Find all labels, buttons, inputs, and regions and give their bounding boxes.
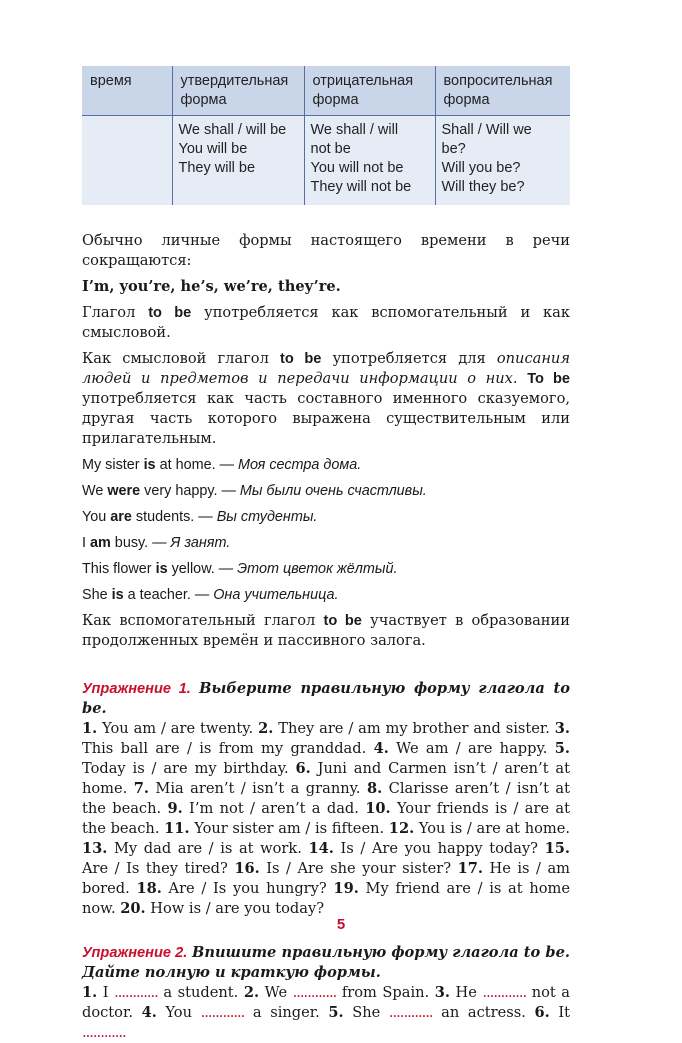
item-number: 15.	[544, 840, 571, 857]
blank-field[interactable]: ............	[292, 984, 337, 1001]
text-span: употребляется как вспомогательный и как смысловой.	[82, 304, 570, 341]
translation: Вы студенты.	[216, 509, 318, 525]
item-text: They are / am my brother and sister.	[273, 720, 555, 737]
item-number: 5.	[554, 740, 570, 757]
cell-line: You will not be	[310, 160, 404, 176]
item-number: 5.	[328, 1004, 344, 1021]
header-affirmative: утвердительная форма	[172, 66, 304, 116]
item-text: a student.	[157, 984, 244, 1001]
example-line	[82, 559, 570, 579]
cell-question	[435, 116, 570, 206]
keyword: to be	[148, 305, 192, 321]
blank-field[interactable]: ............	[82, 1024, 126, 1041]
cell-line: not be	[310, 141, 351, 157]
item-number: 10.	[365, 800, 391, 817]
exercise-1-heading	[82, 679, 570, 719]
item-text: Are / Is you hungry?	[161, 880, 334, 897]
item-text: Clarisse aren’t / isn’t at the beach.	[82, 780, 570, 817]
item-number: 4.	[373, 740, 389, 757]
item-number: 2.	[243, 984, 260, 1001]
item-number: 19.	[333, 880, 359, 897]
item-number: 4.	[141, 1004, 157, 1021]
item-text: You is / are at home.	[414, 820, 571, 837]
item-text: Is / Are she your sister?	[259, 860, 458, 877]
blank-field[interactable]: ............	[388, 1004, 433, 1021]
item-text: This ball are / is from my granddad.	[82, 740, 374, 757]
exercise-2-body	[82, 983, 570, 1043]
text-span: at home. —	[155, 457, 238, 473]
cell-negative	[304, 116, 435, 206]
exercise-1-body	[82, 719, 570, 919]
header-time: время	[82, 66, 172, 116]
item-text: Is / Are you happy today?	[333, 840, 545, 857]
cell-line: Shall / Will we	[441, 122, 532, 138]
item-number: 2.	[258, 720, 274, 737]
item-text: How is / are you today?	[145, 900, 325, 917]
item-text: He is / am bored.	[82, 860, 570, 897]
exercise-task: Выберите правильную форму глагола to be.	[82, 680, 571, 717]
item-number: 3.	[554, 720, 571, 737]
translation: Я занят.	[170, 535, 231, 551]
item-number: 1.	[82, 720, 98, 737]
blank-field[interactable]: ............	[482, 984, 527, 1001]
keyword: am	[90, 535, 111, 551]
translation: Мы были очень счастливы.	[239, 483, 427, 499]
keyword: to be	[280, 351, 322, 367]
page-content	[82, 66, 570, 1043]
text-span: Глагол	[82, 304, 149, 321]
text-span: This flower	[82, 561, 156, 577]
text-span: a teacher. —	[123, 587, 214, 603]
item-text: He	[449, 984, 483, 1001]
item-number: 8.	[367, 780, 383, 797]
example-line	[82, 455, 570, 475]
example-line	[82, 481, 570, 501]
cell-line: be?	[441, 141, 466, 157]
text-span: Как вспомогательный глагол	[82, 612, 324, 629]
item-text: We am / are happy.	[388, 740, 555, 757]
exercise-label: Упражнение 2.	[82, 945, 188, 961]
item-text: You am / are twenty.	[97, 720, 259, 737]
blank-field[interactable]: ............	[200, 1004, 245, 1021]
cell-affirmative	[172, 116, 304, 206]
contractions: I’m, you’re, he’s, we’re, they’re.	[82, 278, 341, 295]
item-text: an actress.	[432, 1004, 535, 1021]
example-line	[82, 533, 570, 553]
translation: Моя сестра дома.	[237, 457, 362, 473]
item-number: 6.	[295, 760, 311, 777]
example-line	[82, 585, 570, 605]
item-text: We	[259, 984, 293, 1001]
item-number: 1.	[82, 984, 98, 1001]
cell-line: We shall / will be	[178, 122, 287, 138]
header-negative: отрицательная форма	[304, 66, 435, 116]
cell-time	[82, 116, 172, 206]
item-text: My friend are / is at home now.	[82, 880, 570, 917]
item-text: Mia aren’t / isn’t a granny.	[148, 780, 367, 797]
item-text: Juni and Carmen isn’t / aren’t at home.	[82, 760, 570, 797]
item-text: I’m not / aren’t a dad.	[182, 800, 366, 817]
keyword: To be	[527, 371, 571, 387]
keyword: are	[110, 509, 132, 525]
translation: Она учительница.	[213, 587, 339, 603]
text-span	[518, 370, 528, 387]
item-number: 14.	[308, 840, 334, 857]
keyword: is	[155, 561, 168, 577]
item-text: from Spain.	[336, 984, 435, 1001]
item-text: You	[156, 1004, 201, 1021]
item-text: Your friends is / are at the beach.	[82, 800, 571, 837]
table-row	[82, 116, 570, 206]
text-span: участвует в образовании продолженных времён и пассивного залога.	[82, 612, 570, 649]
translation: Этот цветок жёлтый.	[237, 561, 398, 577]
tense-forms-table	[82, 66, 570, 205]
contractions-list	[82, 277, 570, 297]
cell-line: Will you be?	[441, 160, 521, 176]
item-text: I	[97, 984, 115, 1001]
item-text: Today is / are my birthday.	[82, 760, 296, 777]
text-span: употребляется как часть составного именного сказуемого, другая часть которого выражена существительным или прилагательным.	[82, 390, 570, 447]
text-span: My sister	[82, 457, 144, 473]
item-number: 7.	[133, 780, 149, 797]
text-span: We	[82, 483, 108, 499]
exercise-task: Впишите правильную форму глагола to be. Дайте полную и краткую формы.	[82, 944, 571, 981]
text-span: You	[82, 509, 111, 525]
item-number: 20.	[120, 900, 146, 917]
example-line	[82, 507, 570, 527]
item-number: 13.	[82, 840, 108, 857]
item-number: 16.	[234, 860, 260, 877]
cell-line: They will not be	[310, 179, 412, 195]
item-text: My dad are / is at work.	[107, 840, 309, 857]
item-text: Your sister am / is fifteen.	[189, 820, 389, 837]
item-text: It	[549, 1004, 570, 1021]
text-span: students. —	[131, 509, 217, 525]
item-number: 9.	[167, 800, 183, 817]
keyword: were	[107, 483, 141, 499]
exercise-label: Упражнение 1.	[82, 681, 191, 697]
text-span: I	[82, 535, 90, 551]
cell-line: Will they be?	[441, 179, 525, 195]
text-span: busy. —	[110, 535, 171, 551]
cell-line: You will be	[178, 141, 248, 157]
header-question: вопросительная форма	[435, 66, 570, 116]
exercise-2	[82, 943, 570, 1043]
text-span: yellow. —	[167, 561, 238, 577]
item-number: 3.	[434, 984, 450, 1001]
text-span: употребляется для	[321, 350, 497, 367]
item-number: 6.	[534, 1004, 550, 1021]
item-text: not a doctor.	[82, 984, 571, 1021]
paragraph-auxiliary	[82, 611, 570, 651]
item-number: 12.	[388, 820, 415, 837]
exercise-1	[82, 679, 570, 919]
exercise-2-heading	[82, 943, 570, 983]
keyword: to be	[323, 613, 362, 629]
item-text: She	[343, 1004, 389, 1021]
paragraph-usage	[82, 303, 570, 343]
blank-field[interactable]: ............	[114, 984, 158, 1001]
cell-line: They will be	[178, 160, 256, 176]
item-text: a singer.	[244, 1004, 329, 1021]
text-span: She	[82, 587, 112, 603]
text-span: Как смысловой глагол	[82, 350, 281, 367]
keyword: is	[143, 457, 156, 473]
item-number: 11.	[164, 820, 190, 837]
paragraph-contractions-intro: Обычно личные формы настоящего времени в речи сокращаются:	[82, 232, 570, 269]
item-number: 18.	[136, 880, 162, 897]
keyword: is	[111, 587, 124, 603]
examples-list	[82, 455, 570, 605]
text-span: very happy. —	[140, 483, 240, 499]
item-text: Are / Is they tired?	[82, 860, 235, 877]
cell-line: We shall / will	[310, 122, 399, 138]
item-number: 17.	[457, 860, 483, 877]
emphasis: описания людей и предметов и передачи информации о них.	[82, 350, 570, 387]
page-number: 5	[336, 916, 346, 933]
table-header-row	[82, 66, 570, 116]
paragraph-main-verb	[82, 349, 570, 449]
